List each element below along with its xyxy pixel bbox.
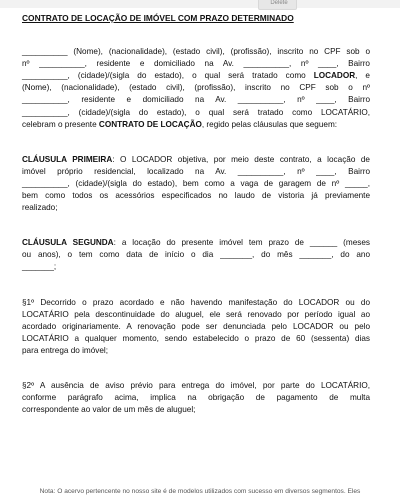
clause-line <box>22 154 370 166</box>
parties-line: celebram o presente CONTRATO DE LOCAÇÃO, regido pelas cláusulas que seguem: <box>22 119 338 129</box>
footer-note-label: Nota: <box>39 488 56 495</box>
clause-heading: CLÁUSULA PRIMEIRA <box>22 154 113 164</box>
footer-note <box>0 483 400 500</box>
clause-line <box>22 237 370 249</box>
paragraph-line: §2º A ausência de aviso prévio para entrega do imóvel, por parte do LOCATÁRIO, <box>22 380 370 390</box>
bold-term: CONTRATO DE LOCAÇÃO <box>98 119 202 129</box>
clause-line: __________, (cidade)/(sigla do estado), bem como a vaga de garagem de nº _____, <box>22 178 370 188</box>
paragraph-line: §1º Decorrido o prazo acordado e não havendo manifestação do LOCADOR ou do <box>22 297 370 307</box>
parties-line: __________ (Nome), (nacionalidade), (estado civil), (profissão), inscrito no CPF sob o <box>22 47 370 57</box>
clause-text: : a locação do presente imóvel tem prazo de ______ (meses <box>113 238 370 248</box>
parties-line: __________, residente e domiciliado na Av. __________, nº ____, Bairro <box>22 95 370 105</box>
paragraph-line: conforme parágrafo acima, implica na obrigação de pagamento de multa <box>22 393 370 403</box>
clause-line: _______; <box>22 262 57 272</box>
clause-line: realizado; <box>22 203 58 213</box>
footer-note-text: O acervo pertencente no nosso site é de modelos utilizados com sucesso em diversos segmentos. Eles <box>57 488 361 495</box>
bold-term: LOCADOR <box>313 71 356 81</box>
parties-line: __________, (cidade)/(sigla do estado), o qual será tratado como LOCADOR, e <box>22 71 370 81</box>
parties-line: nº __________, residente e domiciliado na Av. __________, nº ____, Bairro <box>22 59 370 69</box>
top-toolbar <box>0 0 400 8</box>
clausula-primeira <box>22 154 370 214</box>
clause-text: : O LOCADOR objetiva, por meio deste contrato, a locação de <box>112 154 370 164</box>
paragraph-line: LOCATÁRIO pela descontinuidade do aluguel, ele será renovado por período igual ao <box>22 309 370 319</box>
clausula-segunda <box>22 237 370 273</box>
parties-line: __________, (cidade)/(sigla do estado), o qual será tratado como LOCATÁRIO, <box>22 107 370 117</box>
contract-document <box>22 12 370 439</box>
parties-line: (Nome), (nacionalidade), (estado civil), (profissão), inscrito no CPF sob o nº <box>22 83 370 93</box>
paragraph-line: acordado originariamente. A renovação pode ser denunciada pelo LOCADOR ou pelo <box>22 321 370 331</box>
paragraph-line: correspondente ao valor de um mês de aluguel; <box>22 405 196 415</box>
clause-line: bem como todos os acessórios especificados no laudo de vistoria já previamente <box>22 191 370 201</box>
delete-tag[interactable]: Delete <box>258 0 297 10</box>
clause-heading: CLÁUSULA SEGUNDA <box>22 238 114 248</box>
clause-line: imóvel próprio residencial, localizado na Av. __________, nº ____, Bairro <box>22 166 370 176</box>
paragraph-line: para entrega do imóvel; <box>22 345 109 355</box>
paragrafo-1 <box>22 297 370 357</box>
paragraph-line: LOCATÁRIO a qualquer momento, sendo estabelecido o prazo de 60 (sessenta) dias <box>22 333 370 343</box>
document-title: CONTRATO DE LOCAÇÃO DE IMÓVEL COM PRAZO DETERMINADO <box>22 13 294 23</box>
paragrafo-2 <box>22 380 370 416</box>
parties-paragraph <box>22 46 370 131</box>
clause-line: ou anos), o tem como data de início o dia _______, do mês _______, do ano <box>22 250 370 260</box>
